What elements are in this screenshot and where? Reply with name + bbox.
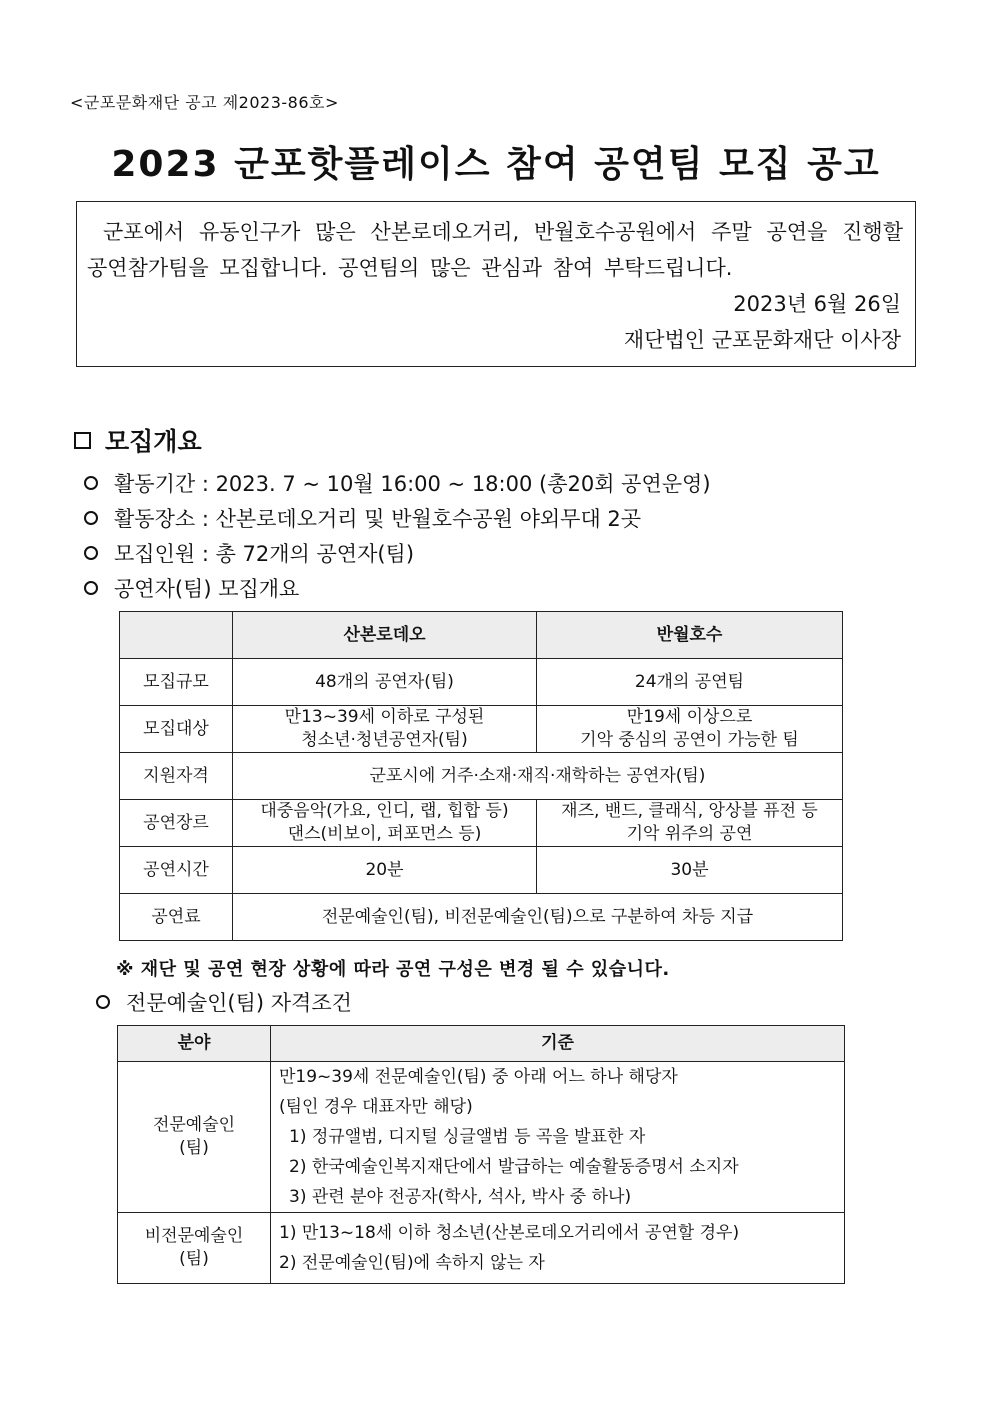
cell-line: 기악 중심의 공연이 가능한 팀 [580, 730, 799, 750]
table-row [118, 1062, 845, 1213]
section-overview-title [74, 422, 202, 458]
cell-line: 대중음악(가요, 인디, 랩, 힙합 등) [260, 801, 509, 821]
overview-item-place [84, 503, 641, 533]
row-label: 지원자격 [120, 753, 233, 800]
intro-date: 2023년 6월 26일 [733, 292, 901, 316]
criteria-line: 만19~39세 전문예술인(팀) 중 아래 어느 하나 해당자 [279, 1067, 678, 1087]
cell-merged: 전문예술인(팀), 비전문예술인(팀)으로 구분하여 차등 지급 [233, 894, 843, 941]
circle-bullet-icon [84, 546, 98, 560]
criteria-line: 2) 전문예술인(팀)에 속하지 않는 자 [279, 1253, 545, 1273]
recruit-table [119, 611, 843, 941]
intro-box [76, 201, 916, 367]
intro-signature: 재단법인 군포문화재단 이사장 [623, 328, 901, 352]
cell-line: (팀) [179, 1249, 209, 1269]
overview-item-text: 활동장소 : 산본로데오거리 및 반월호수공원 야외무대 2곳 [114, 507, 642, 531]
header-banwol: 반월호수 [537, 612, 843, 659]
square-box-icon [74, 432, 91, 449]
circle-bullet-icon [84, 511, 98, 525]
header-sanbon: 산본로데오 [233, 612, 537, 659]
cell-line: 청소년·청년공연자(팀) [301, 730, 468, 750]
cell-merged: 군포시에 거주·소재·재직·재학하는 공연자(팀) [233, 753, 843, 800]
cell-sanbon [233, 659, 537, 706]
cell-line: (팀) [179, 1138, 209, 1158]
criteria-line: (팀인 경우 대표자만 해당) [279, 1097, 473, 1117]
overview-item-count [84, 538, 414, 568]
header-empty [120, 612, 233, 659]
row-label: 공연료 [120, 894, 233, 941]
cell-line: 기악 위주의 공연 [626, 824, 753, 844]
overview-item-text: 활동기간 : 2023. 7 ~ 10월 16:00 ~ 18:00 (총20회 공연운영) [114, 472, 711, 496]
cell-line: 댄스(비보이, 퍼포먼스 등) [287, 824, 482, 844]
cell-line: 전문예술인 [152, 1115, 236, 1135]
cell-banwol [537, 800, 843, 847]
cell-sanbon [233, 706, 537, 753]
table-row [120, 800, 843, 847]
overview-item-text: 공연자(팀) 모집개요 [114, 577, 300, 601]
cell-line: 30분 [670, 859, 709, 880]
criteria-item: 3) 관련 분야 전공자(학사, 석사, 박사 중 하나) [289, 1187, 632, 1207]
table-row [120, 753, 843, 800]
overview-item-text: 모집인원 : 총 72개의 공연자(팀) [114, 542, 415, 566]
intro-text: 군포에서 유동인구가 많은 산본로데오거리, 반월호수공원에서 주말 공연을 진행할 공연참가팀을 모집합니다. 공연팀의 많은 관심과 참여 부탁드립니다. [87, 220, 903, 280]
criteria-cell [271, 1062, 845, 1213]
circle-bullet-icon [84, 476, 98, 490]
cell-banwol [537, 659, 843, 706]
table-row [120, 706, 843, 753]
table-row [120, 894, 843, 941]
table-header-row [120, 612, 843, 659]
criteria-item: 1) 정규앨범, 디지털 싱글앨범 등 곡을 발표한 자 [289, 1127, 646, 1147]
table-row [120, 659, 843, 706]
row-label: 모집규모 [120, 659, 233, 706]
table-header-row [118, 1026, 845, 1062]
cell-line: 20분 [365, 859, 404, 880]
circle-bullet-icon [96, 995, 110, 1009]
cell-line: 비전문예술인 [144, 1226, 244, 1246]
cell-line: 만13~39세 이하로 구성된 [284, 707, 485, 727]
circle-bullet-icon [84, 581, 98, 595]
criteria-item: 2) 한국예술인복지재단에서 발급하는 예술활동증명서 소지자 [289, 1157, 739, 1177]
notice-number: <군포문화재단 공고 제2023-86호> [70, 93, 339, 112]
cell-banwol [537, 847, 843, 894]
header-criteria: 기준 [271, 1026, 845, 1062]
cell-line: 재즈, 밴드, 클래식, 앙상블 퓨전 등 [561, 801, 818, 821]
cell-line: 48개의 공연자(팀) [315, 671, 454, 692]
overview-item-summary [84, 573, 299, 603]
header-field: 분야 [118, 1026, 271, 1062]
cell-line: 만19세 이상으로 [626, 707, 753, 727]
qualification-title: 전문예술인(팀) 자격조건 [126, 991, 352, 1015]
field-cell [118, 1062, 271, 1213]
section-title-text: 모집개요 [105, 427, 202, 456]
cell-sanbon [233, 847, 537, 894]
table-row [118, 1213, 845, 1284]
row-label: 공연장르 [120, 800, 233, 847]
cell-line: 24개의 공연팀 [634, 671, 745, 692]
overview-item-period [84, 468, 711, 498]
cell-sanbon [233, 800, 537, 847]
row-label: 모집대상 [120, 706, 233, 753]
table-row [120, 847, 843, 894]
notice-note: ※ 재단 및 공연 현장 상황에 따라 공연 구성은 변경 될 수 있습니다. [116, 959, 670, 980]
qualification-bullet [96, 987, 352, 1017]
row-label: 공연시간 [120, 847, 233, 894]
qualification-table [117, 1025, 845, 1284]
cell-banwol [537, 706, 843, 753]
criteria-line: 1) 만13~18세 이하 청소년(산본로데오거리에서 공연할 경우) [279, 1223, 740, 1243]
document-title: 2023 군포핫플레이스 참여 공연팀 모집 공고 [111, 144, 881, 185]
criteria-cell [271, 1213, 845, 1284]
field-cell [118, 1213, 271, 1284]
